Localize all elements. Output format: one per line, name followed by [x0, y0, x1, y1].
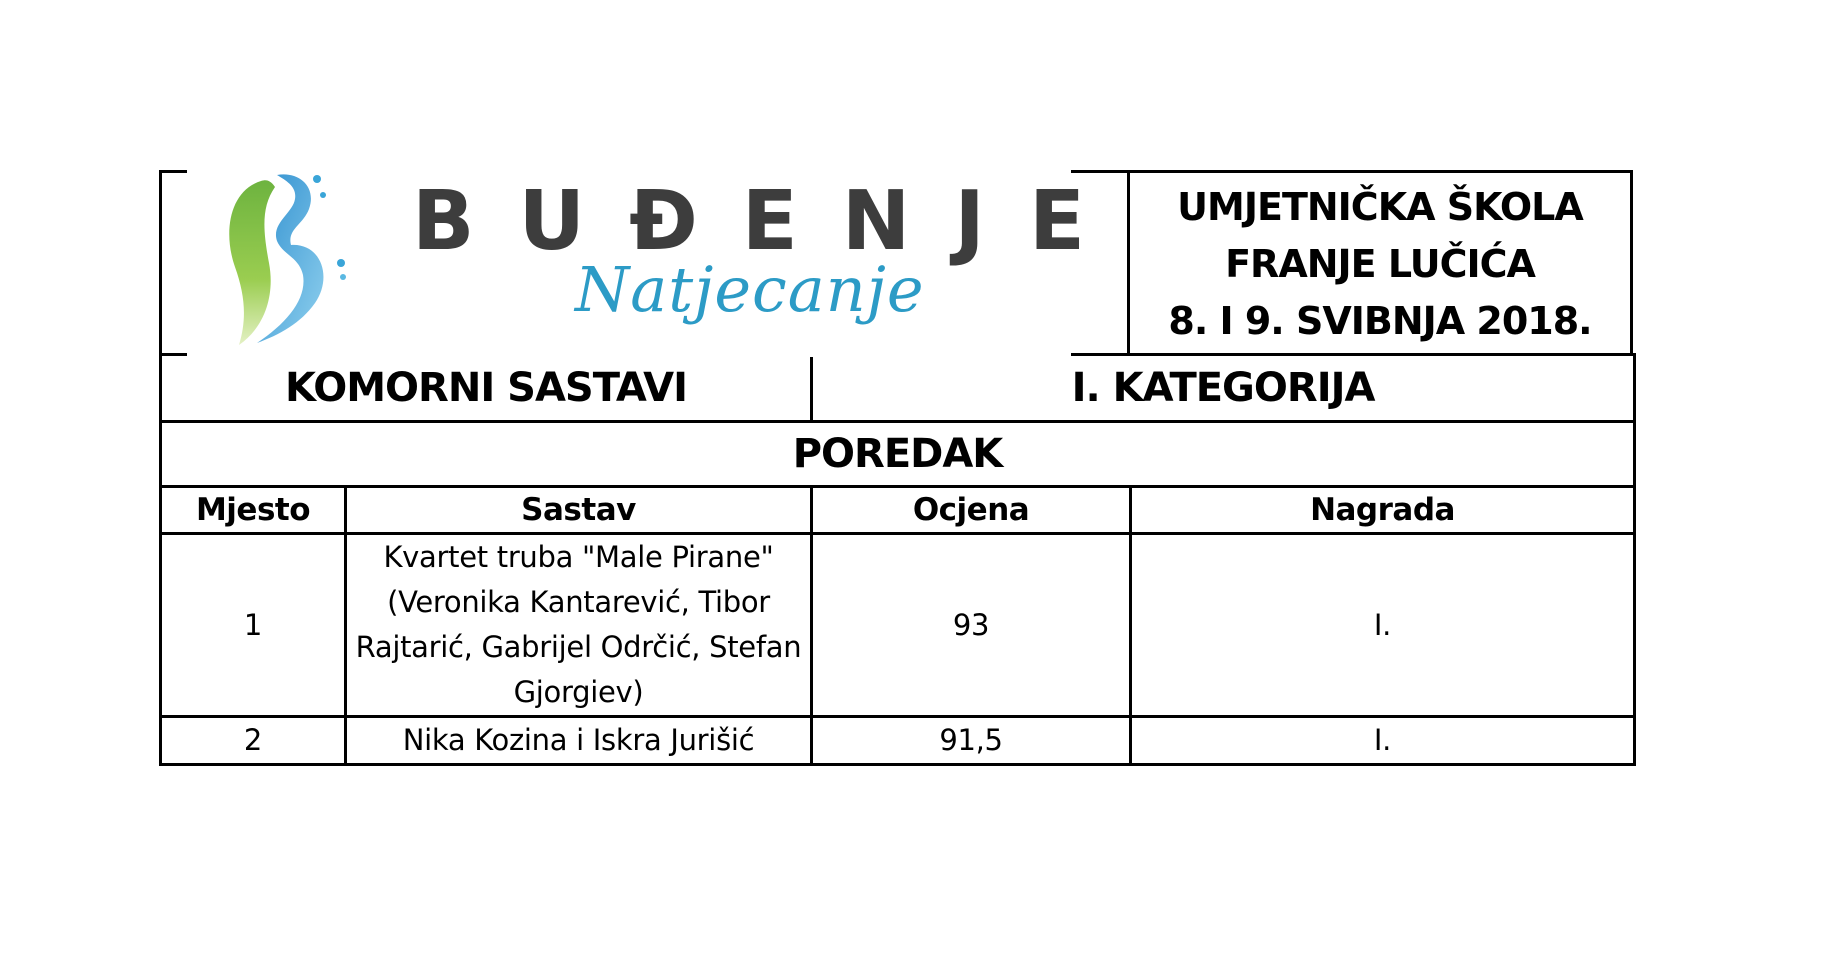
column-header-mjesto: Mjesto — [161, 487, 346, 534]
ranking-title: POREDAK — [161, 422, 1635, 487]
cell-ocjena: 91,5 — [812, 717, 1131, 765]
budenje-logo — [187, 167, 1129, 357]
cell-nagrada: I. — [1131, 717, 1635, 765]
cell-mjesto: 2 — [161, 717, 346, 765]
school-name-line-1: UMJETNIČKA ŠKOLA — [1177, 184, 1583, 229]
logo-cell — [162, 173, 1130, 353]
ranking-title-row — [161, 422, 1635, 487]
column-header-nagrada: Nagrada — [1131, 487, 1635, 534]
school-info — [1130, 173, 1630, 353]
school-name-line-2: FRANJE LUČIĆA — [1225, 241, 1535, 286]
event-date: 8. I 9. SVIBNJA 2018. — [1168, 298, 1592, 343]
cell-sastav — [346, 717, 812, 765]
cell-ocjena: 93 — [812, 534, 1131, 717]
category-title: I. KATEGORIJA — [812, 355, 1635, 422]
cell-sastav-text: Nika Kozina i Iskra Jurišić — [402, 723, 755, 757]
cell-sastav — [346, 534, 812, 717]
logo-title: BUĐENJE — [412, 174, 1129, 269]
column-header-sastav: Sastav — [346, 487, 812, 534]
cell-sastav-text: Kvartet truba "Male Pirane" (Veronika Kantarević, Tibor Rajtarić, Gabrijel Odrčić, Stefan Gjorgiev) — [355, 540, 802, 709]
results-sheet — [159, 170, 1633, 766]
table-row — [161, 717, 1635, 765]
cell-mjesto: 1 — [161, 534, 346, 717]
logo-subtitle: Natjecanje — [575, 253, 925, 326]
category-row — [161, 355, 1635, 422]
column-header-ocjena: Ocjena — [812, 487, 1131, 534]
section-title: KOMORNI SASTAVI — [161, 355, 812, 422]
treble-bass-clef-heart-icon — [221, 167, 351, 347]
header-row — [159, 170, 1633, 353]
cell-nagrada: I. — [1131, 534, 1635, 717]
table-row — [161, 534, 1635, 717]
table-header-row — [161, 487, 1635, 534]
results-table — [159, 353, 1636, 766]
